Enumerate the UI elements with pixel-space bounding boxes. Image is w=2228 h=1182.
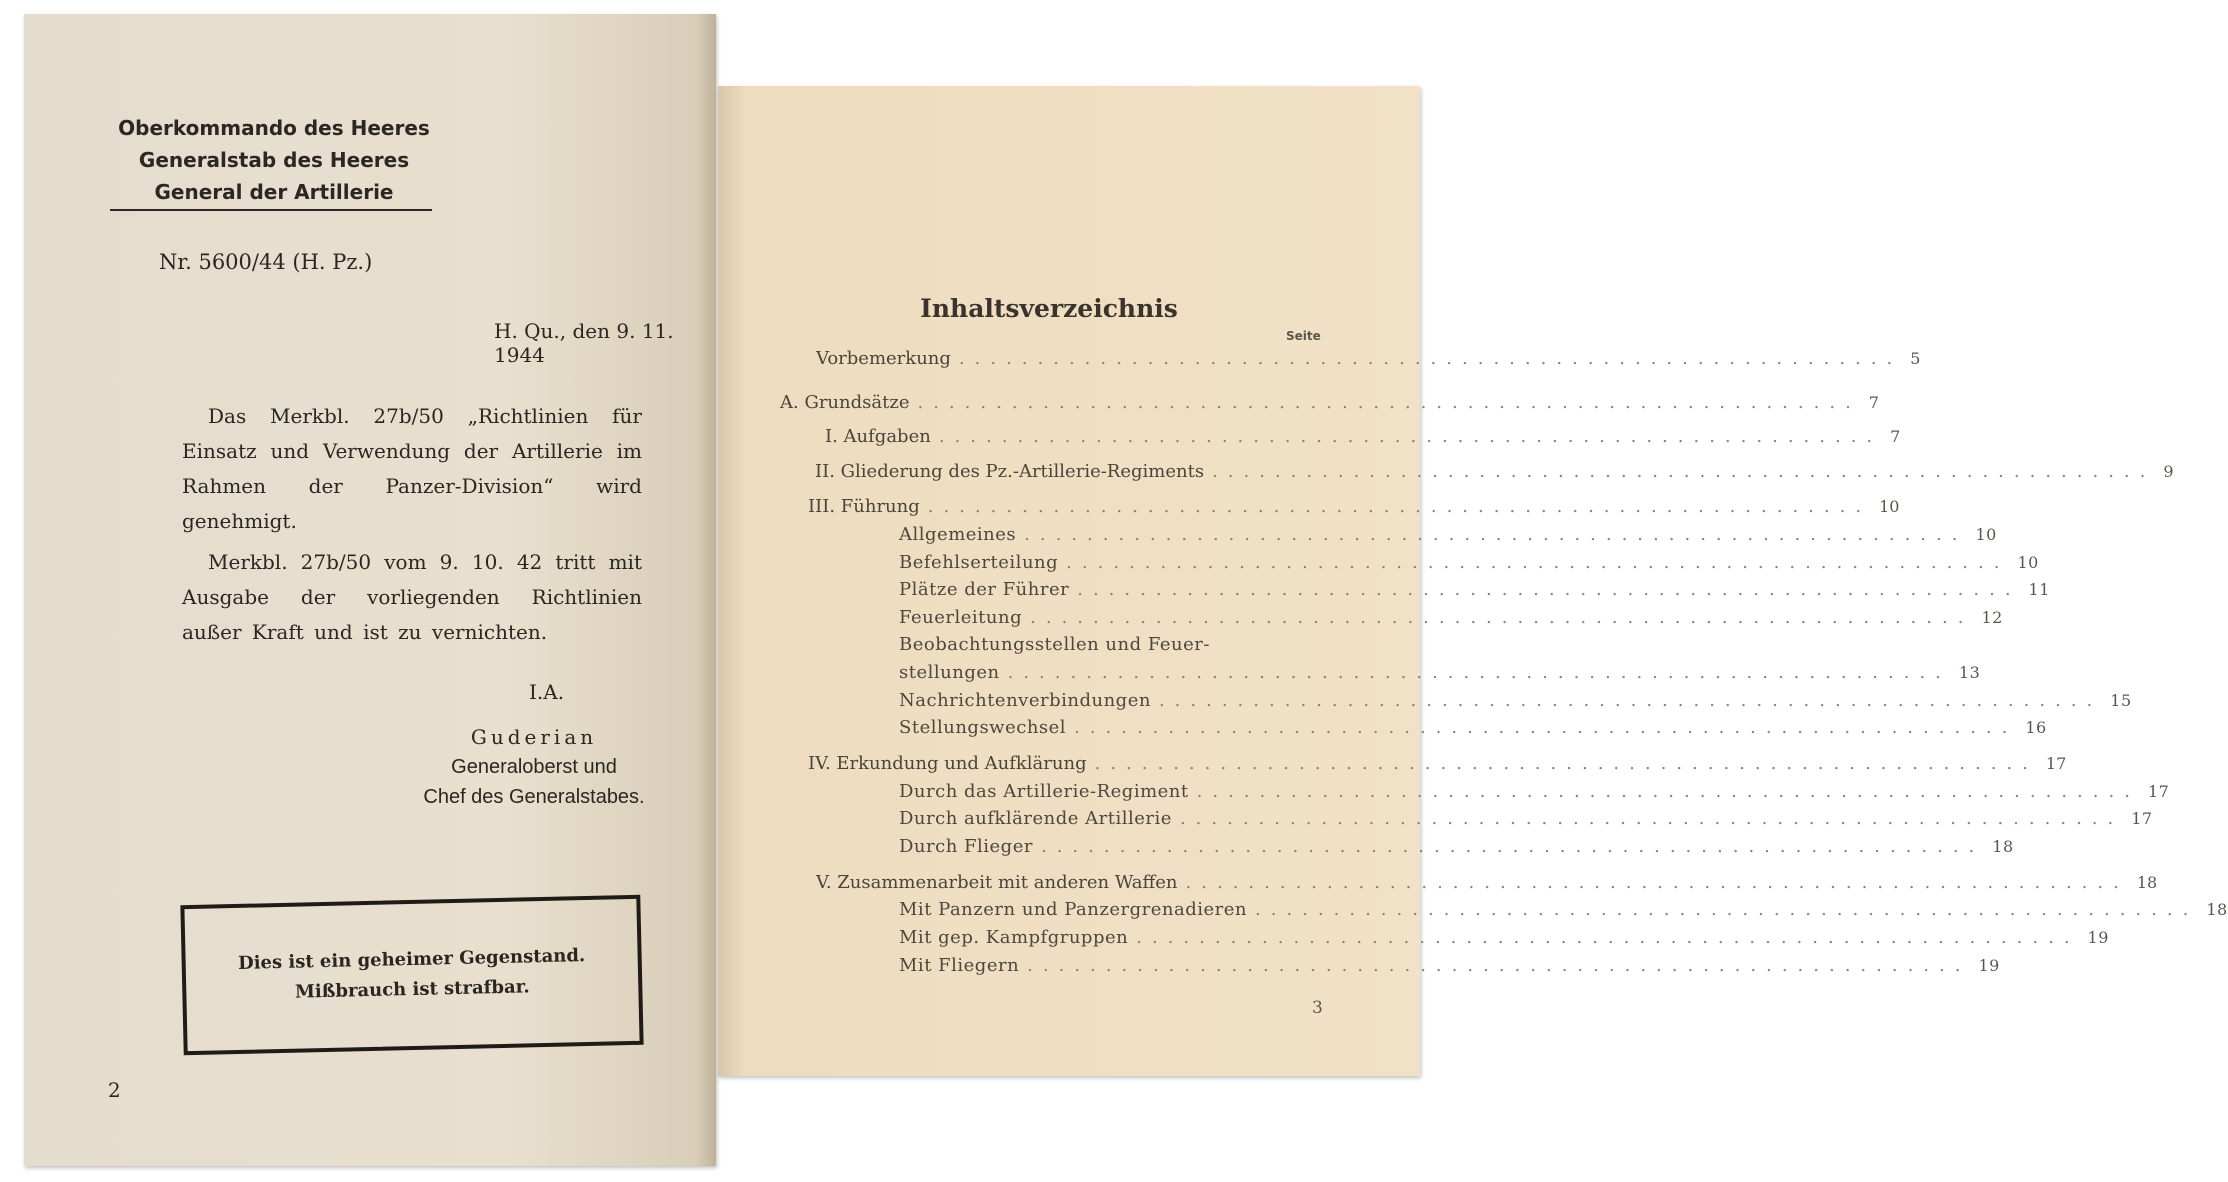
toc-entry	[815, 461, 2174, 482]
dot-leader: ............................................................	[1040, 836, 1985, 857]
toc-entry-page: 19	[1978, 956, 2000, 975]
toc-entry-label: Beobachtungsstellen und Feuer-	[899, 634, 1210, 655]
header-line: Generalstab des Heeres	[138, 148, 410, 172]
signatory-title: Generaloberst und	[451, 756, 617, 778]
signature-block	[404, 722, 664, 812]
toc-entry-page: 7	[1868, 393, 1879, 412]
toc-entry-label: Durch das Artillerie-Regiment	[899, 781, 1189, 802]
page-number: 3	[1312, 998, 1323, 1018]
toc-entry-label: IV. Erkundung und Aufklärung	[808, 753, 1087, 774]
toc-entry-page: 13	[1958, 663, 1981, 682]
dot-leader: ............................................................	[938, 426, 1883, 447]
header-line: Oberkommando des Heeres	[118, 116, 430, 140]
toc-title-text: Inhaltsverzeichnis	[920, 294, 1178, 323]
toc-entry-page: 7	[1890, 427, 1901, 446]
place-date: H. Qu., den 9. 11. 1944	[494, 319, 674, 367]
toc-entry	[808, 753, 2067, 774]
toc-entry-label: Allgemeines	[899, 524, 1017, 545]
toc-entry	[899, 690, 2132, 711]
dot-leader: ............................................................	[1136, 927, 2080, 948]
dot-leader: ............................................................	[1024, 524, 1968, 545]
toc-entry-label: Feuerleitung	[899, 607, 1023, 628]
dot-leader: ............................................................	[1030, 607, 1974, 628]
toc-entry	[899, 634, 1332, 655]
toc-entry-page: 10	[2017, 553, 2039, 572]
toc-entry	[816, 872, 2158, 893]
paragraph: Das Merkbl. 27b/50 „Richtlinien für Einsatz und Verwendung der Artillerie im Rahmen der Panzer-Division“ wird genehmigt.	[182, 404, 642, 533]
toc-entry-page: 18	[2206, 900, 2228, 919]
secret-notice-line: Mißbrauch ist strafbar.	[294, 976, 530, 1003]
dot-leader: ............................................................	[1077, 579, 2021, 600]
left-page	[24, 14, 716, 1166]
toc-entry	[899, 899, 2228, 920]
signatory-title: Chef des Generalstabes.	[423, 786, 645, 808]
toc-entry	[899, 552, 2039, 573]
reference-number: Nr. 5600/44 (H. Pz.)	[159, 250, 373, 274]
toc-entry-label: Stellungswechsel	[899, 717, 1067, 738]
dot-leader: ............................................................	[917, 392, 1861, 413]
page-number: 2	[108, 1078, 121, 1102]
toc-entry	[899, 579, 2050, 600]
dot-leader: ............................................................	[1212, 461, 2156, 482]
dot-leader: ............................................................	[1196, 781, 2140, 802]
toc-entry-page: 11	[2028, 580, 2050, 599]
toc-entry-label: II. Gliederung des Pz.-Artillerie-Regiments	[815, 461, 1205, 482]
dot-leader: ............................................................	[1255, 899, 2199, 920]
toc-entry	[899, 717, 2047, 738]
toc-entry	[825, 426, 1901, 447]
toc-entry	[899, 607, 2003, 628]
toc-entry-label: Plätze der Führer	[899, 579, 1070, 600]
toc-entry-page: 10	[1975, 525, 1997, 544]
toc-entry	[899, 524, 1997, 545]
toc-entry	[816, 348, 1921, 369]
header-line: General der Artillerie	[154, 180, 394, 204]
signature-prefix: I.A.	[529, 680, 565, 704]
toc-entry-page: 5	[1910, 349, 1921, 368]
toc-entry-page: 17	[2045, 754, 2067, 773]
toc-entry-page: 18	[2136, 873, 2158, 892]
toc-entry-page: 12	[1981, 608, 2003, 627]
toc-entry-label: Mit Panzern und Panzergrenadieren	[899, 899, 1248, 920]
paragraph: Merkbl. 27b/50 vom 9. 10. 42 tritt mit Ausgabe der vorliegenden Richtlinien außer Kraft und ist zu vernichten.	[182, 550, 642, 644]
body-text	[182, 399, 642, 656]
toc-entry-label: A. Grundsätze	[780, 392, 910, 413]
toc-entry-page: 10	[1879, 497, 1900, 516]
toc-entry-label: Nachrichtenverbindungen	[899, 690, 1151, 711]
toc-entry-label: Befehlserteilung	[899, 552, 1059, 573]
toc-entry-label: stellungen	[899, 662, 1000, 683]
toc-entry	[899, 808, 2153, 829]
toc-entry-label: Mit gep. Kampfgruppen	[899, 927, 1129, 948]
dot-leader: ............................................................	[927, 496, 1872, 517]
toc-entry-label: Mit Fliegern	[899, 955, 1020, 976]
toc-entry-label: I. Aufgaben	[825, 426, 931, 447]
dot-leader: ............................................................	[1179, 808, 2124, 829]
toc-entry-page: 9	[2163, 462, 2174, 481]
dot-leader: ............................................................	[958, 348, 1903, 369]
toc-entry	[899, 781, 2170, 802]
right-page	[718, 86, 2228, 1076]
secret-notice-line: Dies ist ein geheimer Gegenstand.	[237, 945, 586, 974]
issuing-authority	[114, 112, 434, 208]
toc-entry-page: 16	[2025, 718, 2047, 737]
dot-leader: ............................................................	[1007, 662, 1951, 683]
signatory-name: Guderian	[470, 725, 598, 749]
toc-entry-page: 18	[1992, 837, 2014, 856]
toc-entry-page: 17	[2147, 782, 2170, 801]
dot-leader: ............................................................	[1158, 690, 2103, 711]
toc-entry-page: 19	[2087, 928, 2109, 947]
toc-entry	[780, 392, 1879, 413]
toc-entry	[899, 955, 2000, 976]
toc-title	[718, 294, 1420, 323]
toc-entry-label: III. Führung	[808, 496, 920, 517]
dot-leader: ............................................................	[1027, 955, 1971, 976]
toc-entry	[899, 662, 1981, 683]
dot-leader: ............................................................	[1094, 753, 2038, 774]
toc-entry	[808, 496, 1900, 517]
toc-entry-label: Durch aufklärende Artillerie	[899, 808, 1172, 829]
header-divider	[110, 209, 432, 211]
toc-entry	[899, 836, 2014, 857]
dot-leader: ............................................................	[1066, 552, 2010, 573]
toc-entry-label: Vorbemerkung	[816, 348, 951, 369]
toc-entry-label: Durch Flieger	[899, 836, 1033, 857]
toc-entry	[899, 927, 2109, 948]
dot-leader: ............................................................	[1074, 717, 2018, 738]
dot-leader: ............................................................	[1185, 872, 2129, 893]
toc-entry-label: V. Zusammenarbeit mit anderen Waffen	[816, 872, 1178, 893]
toc-entry-page: 17	[2131, 809, 2153, 828]
page-column-label: Seite	[1286, 329, 1321, 343]
toc-entry-page: 15	[2110, 691, 2132, 710]
secret-notice-box	[180, 895, 643, 1055]
